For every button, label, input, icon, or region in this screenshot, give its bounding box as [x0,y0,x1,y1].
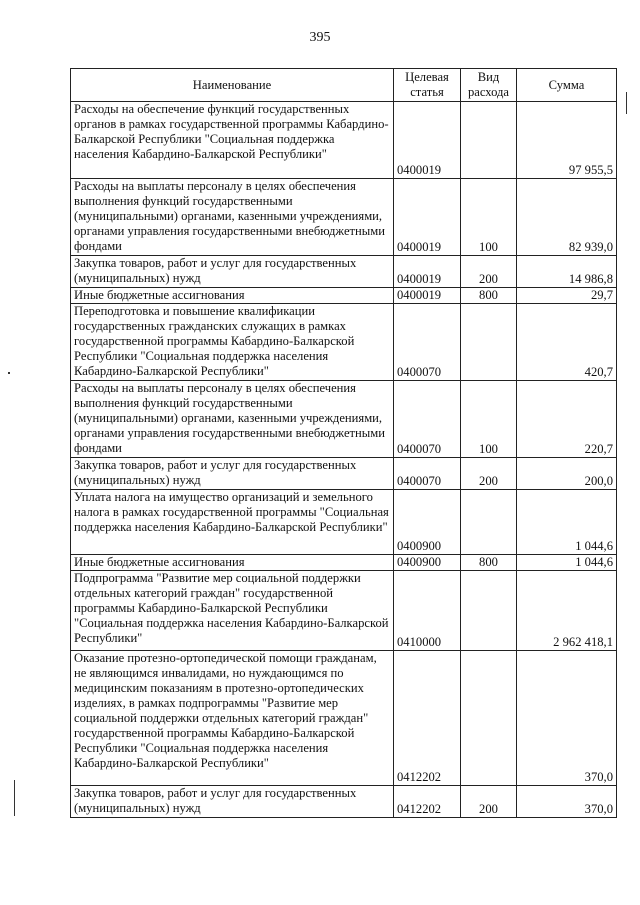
row-code: 0400070 [394,304,461,381]
row-name: Расходы на выплаты персоналу в целях обеспечения выполнения функций государственными (муниципальными) органами, казенными учреждениями, органами управления государственными внебюджетными фондами [71,179,394,256]
table-row [71,381,617,458]
table-row [71,490,617,555]
table-row [71,288,617,304]
row-code: 0400019 [394,179,461,256]
row-name: Закупка товаров, работ и услуг для государственных (муниципальных) нужд [71,786,394,818]
header-name: Наименование [71,69,394,102]
table-row [71,304,617,381]
row-amount: 2 962 418,1 [517,571,617,651]
table-row [71,555,617,571]
header-code: Целевая статья [394,69,461,102]
row-kind: 100 [461,179,517,256]
row-name: Оказание протезно-ортопедической помощи гражданам, не являющимся инвалидами, но нуждающимся по медицинским показаниям в протезно-ортопедических изделиях, в рамках подпрограммы "Развитие мер социальной поддержки отдельных категорий граждан" государственной программы Кабардино-Балкарской Республики "Социальная поддержка населения Кабардино-Балкарской Республики" [71,651,394,786]
row-code: 0412202 [394,786,461,818]
row-amount: 220,7 [517,381,617,458]
row-code: 0400019 [394,288,461,304]
page-number: 395 [309,30,331,45]
row-name: Подпрограмма "Развитие мер социальной поддержки отдельных категорий граждан" государственной программы Кабардино-Балкарской Республики "Социальная поддержка населения Кабардино-Балкарской Республики" [71,571,394,651]
scan-mark-right [626,92,627,114]
table-row [71,571,617,651]
row-kind [461,490,517,555]
row-name: Закупка товаров, работ и услуг для государственных (муниципальных) нужд [71,256,394,288]
row-name: Переподготовка и повышение квалификации государственных гражданских служащих в рамках государственной программы Кабардино-Балкарской Республики "Социальная поддержка населения Кабардино-Балкарской Республики" [71,304,394,381]
row-amount: 200,0 [517,458,617,490]
table-row [71,179,617,256]
table-row [71,651,617,786]
row-name: Иные бюджетные ассигнования [71,555,394,571]
row-code: 0412202 [394,651,461,786]
row-kind: 800 [461,288,517,304]
row-name: Уплата налога на имущество организаций и земельного налога в рамках государственной программы "Социальная поддержка населения Кабардино-Балкарской Республики" [71,490,394,555]
table-row [71,786,617,818]
table-row [71,458,617,490]
row-amount: 29,7 [517,288,617,304]
row-code: 0400019 [394,256,461,288]
row-kind: 200 [461,458,517,490]
row-kind: 200 [461,786,517,818]
row-amount: 420,7 [517,304,617,381]
table-row [71,256,617,288]
budget-table [70,68,617,818]
table-header-row [71,69,617,102]
row-code: 0400070 [394,381,461,458]
header-kind: Вид расхода [461,69,517,102]
row-amount: 97 955,5 [517,102,617,179]
row-amount: 370,0 [517,786,617,818]
row-kind: 800 [461,555,517,571]
row-name: Расходы на выплаты персоналу в целях обеспечения выполнения функций государственными (муниципальными) органами, казенными учреждениями, органами управления государственными внебюджетными фондами [71,381,394,458]
scan-mark-left [14,780,15,816]
row-kind [461,102,517,179]
row-code: 0400070 [394,458,461,490]
row-code: 0400900 [394,490,461,555]
row-amount: 370,0 [517,651,617,786]
header-amount: Сумма [517,69,617,102]
row-code: 0400019 [394,102,461,179]
table-row [71,102,617,179]
row-amount: 14 986,8 [517,256,617,288]
row-name: Закупка товаров, работ и услуг для государственных (муниципальных) нужд [71,458,394,490]
row-kind [461,571,517,651]
row-kind [461,304,517,381]
row-name: Иные бюджетные ассигнования [71,288,394,304]
row-kind: 200 [461,256,517,288]
row-code: 0410000 [394,571,461,651]
row-name: Расходы на обеспечение функций государственных органов в рамках государственной программы Кабардино-Балкарской Республики "Социальная поддержка населения Кабардино-Балкарской Республики" [71,102,394,179]
row-code: 0400900 [394,555,461,571]
row-kind: 100 [461,381,517,458]
row-amount: 1 044,6 [517,490,617,555]
row-amount: 1 044,6 [517,555,617,571]
row-kind [461,651,517,786]
row-amount: 82 939,0 [517,179,617,256]
scan-dot-left [8,372,10,374]
